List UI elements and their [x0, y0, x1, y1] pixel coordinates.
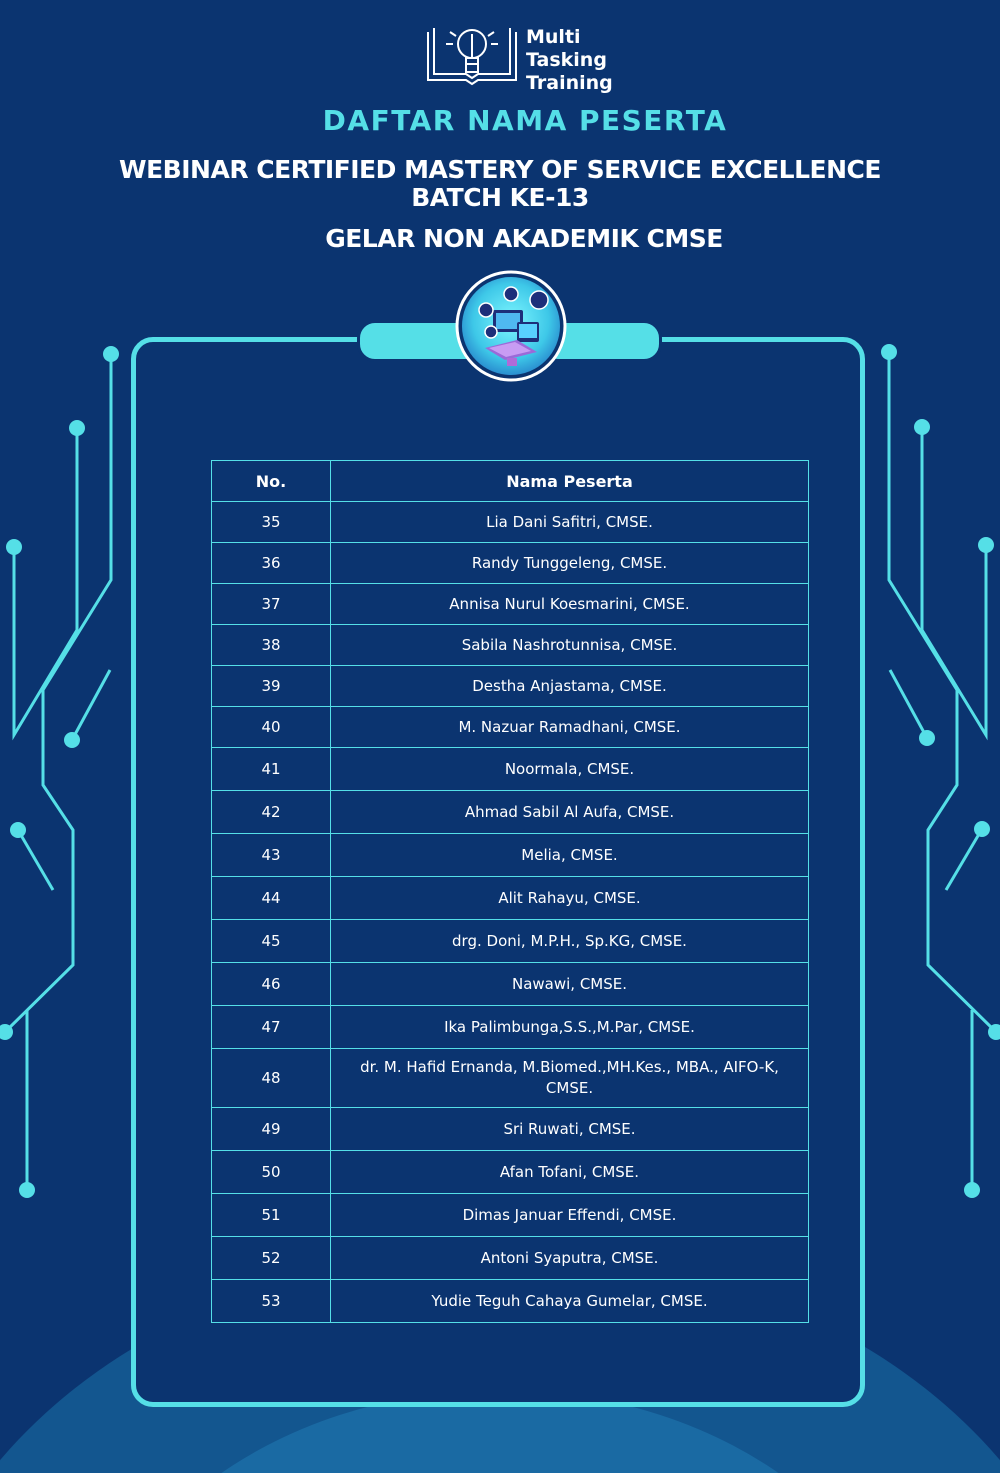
- logo-text: [526, 26, 613, 95]
- gelar-title: GELAR NON AKADEMIK CMSE: [325, 224, 723, 253]
- row-number: 48: [212, 1049, 331, 1108]
- table-body: [212, 502, 809, 1323]
- row-number: 35: [212, 502, 331, 543]
- right-circuit-lines: [889, 352, 996, 1190]
- row-number: 42: [212, 791, 331, 834]
- participant-name: Melia, CMSE.: [331, 834, 809, 877]
- participant-name: Randy Tunggeleng, CMSE.: [331, 543, 809, 584]
- table-header-row: [212, 461, 809, 502]
- participant-name: Annisa Nurul Koesmarini, CMSE.: [331, 584, 809, 625]
- row-number: 45: [212, 920, 331, 963]
- row-number: 53: [212, 1280, 331, 1323]
- left-circuit-lines: [5, 354, 111, 1190]
- batch-title: BATCH KE-13: [411, 183, 589, 212]
- participant-name: Noormala, CMSE.: [331, 748, 809, 791]
- participant-name: Antoni Syaputra, CMSE.: [331, 1237, 809, 1280]
- table-row: [212, 1006, 809, 1049]
- row-number: 51: [212, 1194, 331, 1237]
- table-row: [212, 543, 809, 584]
- table-row: [212, 1151, 809, 1194]
- table-row: [212, 748, 809, 791]
- row-number: 49: [212, 1108, 331, 1151]
- participant-name: Nawawi, CMSE.: [331, 963, 809, 1006]
- table-row: [212, 834, 809, 877]
- participant-name: Ahmad Sabil Al Aufa, CMSE.: [331, 791, 809, 834]
- table-row: [212, 1237, 809, 1280]
- table-row: [212, 1108, 809, 1151]
- row-number: 36: [212, 543, 331, 584]
- column-header-no: No.: [212, 461, 331, 502]
- row-number: 40: [212, 707, 331, 748]
- participant-name: Destha Anjastama, CMSE.: [331, 666, 809, 707]
- logo: [426, 22, 626, 98]
- participant-name: Alit Rahayu, CMSE.: [331, 877, 809, 920]
- participant-name: dr. M. Hafid Ernanda, M.Biomed.,MH.Kes., MBA., AIFO-K, CMSE.: [331, 1049, 809, 1108]
- column-header-name: Nama Peserta: [331, 461, 809, 502]
- logo-line-2: Tasking: [526, 49, 607, 71]
- row-number: 44: [212, 877, 331, 920]
- table-row: [212, 502, 809, 543]
- lightbulb-book-icon: [426, 22, 518, 88]
- participant-name: Sabila Nashrotunnisa, CMSE.: [331, 625, 809, 666]
- table-row: [212, 584, 809, 625]
- logo-line-1: Multi: [526, 26, 581, 48]
- row-number: 38: [212, 625, 331, 666]
- row-number: 37: [212, 584, 331, 625]
- logo-line-3: Training: [526, 72, 613, 94]
- table-row: [212, 1049, 809, 1108]
- row-number: 47: [212, 1006, 331, 1049]
- participant-name: Afan Tofani, CMSE.: [331, 1151, 809, 1194]
- table-row: [212, 666, 809, 707]
- participant-name: Yudie Teguh Cahaya Gumelar, CMSE.: [331, 1280, 809, 1323]
- table-row: [212, 1194, 809, 1237]
- table-row: [212, 963, 809, 1006]
- left-circuit-nodes: [0, 346, 119, 1198]
- row-number: 46: [212, 963, 331, 1006]
- row-number: 41: [212, 748, 331, 791]
- row-number: 50: [212, 1151, 331, 1194]
- table-row: [212, 877, 809, 920]
- webinar-title: WEBINAR CERTIFIED MASTERY OF SERVICE EXCELLENCE: [119, 155, 881, 184]
- right-circuit-nodes: [881, 344, 1000, 1198]
- participant-name: Ika Palimbunga,S.S.,M.Par, CMSE.: [331, 1006, 809, 1049]
- page-title: DAFTAR NAMA PESERTA: [322, 104, 728, 137]
- table-row: [212, 625, 809, 666]
- participant-name: Sri Ruwati, CMSE.: [331, 1108, 809, 1151]
- table-row: [212, 1280, 809, 1323]
- row-number: 39: [212, 666, 331, 707]
- table-row: [212, 920, 809, 963]
- participant-name: Dimas Januar Effendi, CMSE.: [331, 1194, 809, 1237]
- row-number: 52: [212, 1237, 331, 1280]
- row-number: 43: [212, 834, 331, 877]
- participant-table: [211, 460, 809, 1323]
- participant-name: M. Nazuar Ramadhani, CMSE.: [331, 707, 809, 748]
- table-row: [212, 707, 809, 748]
- participant-name: Lia Dani Safitri, CMSE.: [331, 502, 809, 543]
- participant-name: drg. Doni, M.P.H., Sp.KG, CMSE.: [331, 920, 809, 963]
- table-row: [212, 791, 809, 834]
- computer-network-icon: [455, 270, 567, 382]
